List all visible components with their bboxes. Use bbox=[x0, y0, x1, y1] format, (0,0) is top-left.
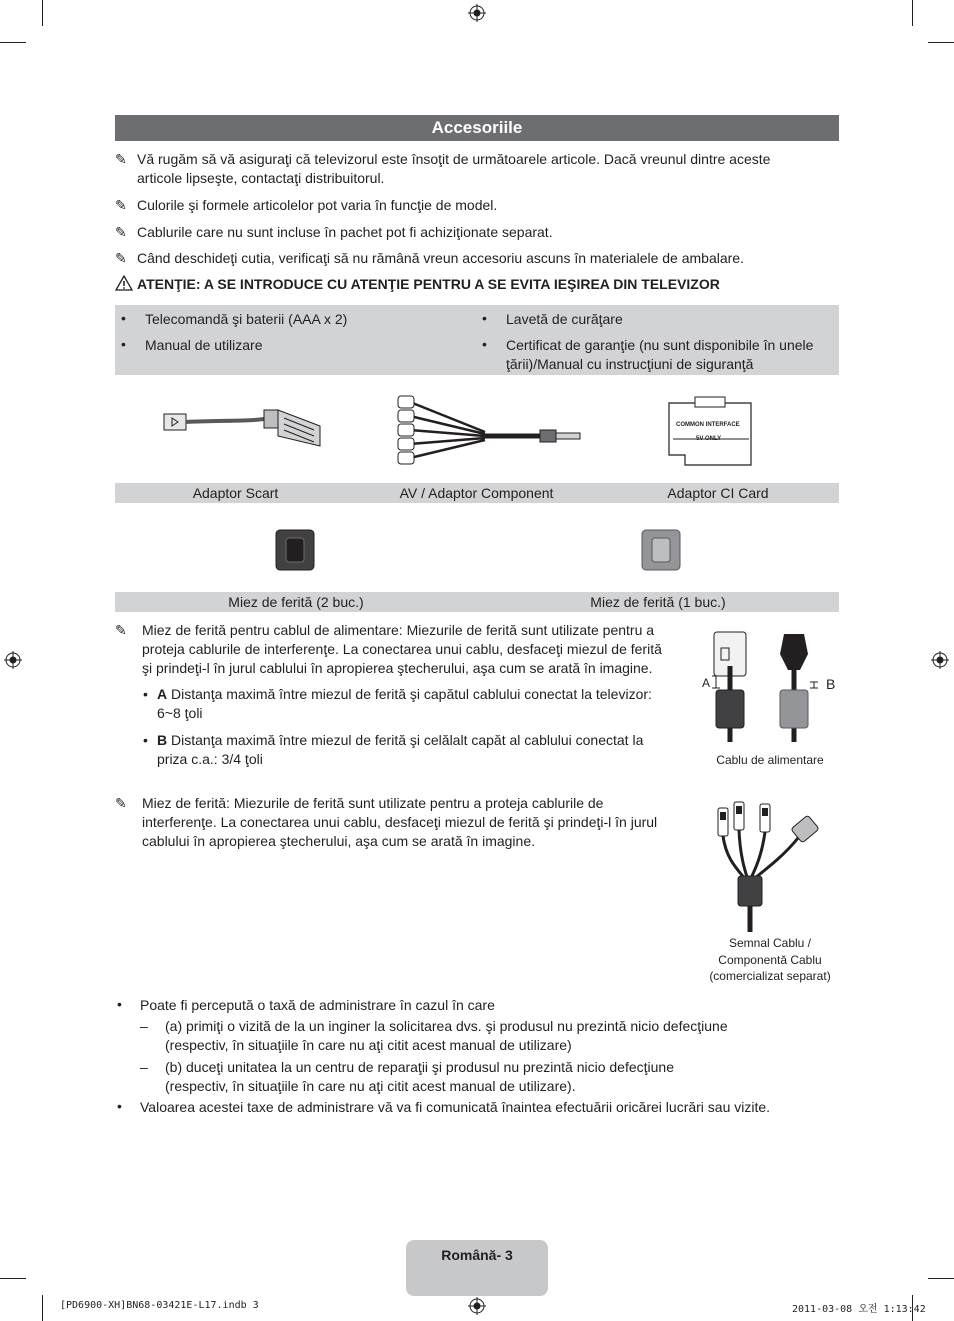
ferrite-signal-note: ✎ Miez de ferită: Miezurile de ferită sunt utilizate pentru a proteja cablurile de interferenţe. La conectarea unui cablu, desfaceţi miezul de ferită şi prindeţi-l în jurul cablului în apropierea ştecherului, aşa cum se arată în imagine. bbox=[115, 795, 658, 849]
crop-mark bbox=[42, 1295, 43, 1321]
accessory-cloth: Lavetă de curăţare bbox=[506, 311, 623, 327]
dash: – bbox=[140, 1059, 148, 1075]
signal-caption-line: (comercializat separat) bbox=[709, 969, 831, 983]
adapter-caption-bar bbox=[115, 483, 839, 503]
ci-card-adapter-icon bbox=[665, 395, 757, 469]
pencil-note-icon: ✎ bbox=[115, 622, 127, 638]
bullet: • bbox=[482, 336, 487, 352]
registration-mark-icon bbox=[468, 4, 486, 22]
note-check-items: ✎ Vă rugăm să vă asiguraţi că televizorul este însoţit de următoarele articole. Dacă vreunul dintre aceste articole lipseşte, contactaţi distribuitorul. bbox=[115, 151, 771, 186]
pencil-note-icon: ✎ bbox=[115, 151, 127, 167]
registration-mark-icon bbox=[4, 651, 22, 669]
signal-caption-line: Componentă Cablu bbox=[718, 953, 822, 967]
note-cables: ✎ Cablurile care nu sunt incluse în pachet pot fi achiziţionate separat. bbox=[115, 224, 553, 240]
label-a: A bbox=[702, 676, 711, 690]
registration-mark-icon bbox=[468, 1297, 486, 1315]
ferrite-core-dark-icon bbox=[274, 528, 316, 572]
signal-caption-line: Semnal Cablu / bbox=[728, 936, 812, 950]
av-component-adapter-icon bbox=[390, 392, 590, 474]
crop-mark bbox=[0, 42, 26, 43]
accessory-warranty: Certificat de garanţie (nu sunt disponibile în unele bbox=[506, 337, 814, 353]
pencil-note-icon: ✎ bbox=[115, 795, 127, 811]
ferrite-caption: Miez de ferită (1 buc.) bbox=[590, 594, 726, 610]
dash: – bbox=[140, 1018, 148, 1034]
bullet: • bbox=[121, 310, 126, 326]
crop-mark bbox=[928, 1278, 954, 1279]
ferrite-caption: Miez de ferită (2 buc.) bbox=[228, 594, 364, 610]
warning-icon bbox=[115, 275, 133, 291]
page-number-tab: Română- 3 bbox=[406, 1240, 548, 1296]
fee-bullet-2: Valoarea acestei taxe de administrare vă va fi comunicată înaintea efectuării oricărei lucrări sau vizite. bbox=[140, 1099, 771, 1115]
power-cable-caption: Cablu de alimentare bbox=[716, 753, 824, 767]
crop-mark bbox=[0, 1278, 26, 1279]
adapter-caption: AV / Adaptor Component bbox=[399, 485, 554, 501]
label-b: B bbox=[826, 676, 836, 692]
fee-case-b: (b) duceţi unitatea la un centru de reparaţii şi produsul nu prezintă nicio defecţiune bbox=[165, 1059, 674, 1075]
accessory-warranty-cont: ţării)/Manual cu instrucţiuni de siguranţă bbox=[506, 356, 754, 372]
bullet: • bbox=[121, 336, 126, 352]
timestamp: 2011-03-08 오전 1:13:42 bbox=[792, 1304, 926, 1315]
scart-adapter-icon bbox=[160, 400, 325, 460]
signal-cable-icon bbox=[712, 798, 828, 934]
crop-mark bbox=[912, 0, 913, 26]
registration-mark-icon bbox=[931, 651, 949, 669]
note-box: ✎ Când deschideţi cutia, verificaţi să nu rămână vreun accesoriu ascuns în materialele de ambalare. bbox=[115, 250, 744, 266]
file-info: [PD6900-XH]BN68-03421E-L17.indb 3 bbox=[60, 1300, 259, 1311]
bullet: • bbox=[482, 310, 487, 326]
crop-mark bbox=[42, 0, 43, 26]
ferrite-caption-bar bbox=[115, 592, 839, 612]
ferrite-core-gray-icon bbox=[640, 528, 682, 572]
accessory-manual: Manual de utilizare bbox=[145, 337, 263, 353]
ci-card-text: 5V ONLY bbox=[696, 436, 722, 442]
bullet: • bbox=[117, 996, 122, 1012]
power-cable-icon bbox=[700, 630, 840, 745]
fee-case-a-cont: (respectiv, în situaţiile în care nu aţi citit acest manual de utilizare) bbox=[165, 1037, 572, 1053]
fee-case-a: (a) primiţi o vizită de la un inginer la solicitarea dvs. şi produsul nu prezintă nicio defecţiune bbox=[165, 1018, 728, 1034]
pencil-note-icon: ✎ bbox=[115, 224, 127, 240]
adapter-caption: Adaptor Scart bbox=[192, 485, 279, 501]
crop-mark bbox=[928, 42, 954, 43]
fee-case-b-cont: (respectiv, în situaţiile în care nu aţi citit acest manual de utilizare). bbox=[165, 1078, 576, 1094]
accessory-remote: Telecomandă şi baterii (AAA x 2) bbox=[145, 311, 348, 327]
pencil-note-icon: ✎ bbox=[115, 250, 127, 266]
warning-line: ATENŢIE: A SE INTRODUCE CU ATENŢIE PENTRU A SE EVITA IEŞIREA DIN TELEVIZOR bbox=[115, 275, 720, 294]
fee-bullet-1: Poate fi percepută o taxă de administrare în cazul în care bbox=[140, 997, 495, 1013]
note-colors: ✎ Culorile şi formele articolelor pot varia în funcţie de model. bbox=[115, 197, 498, 213]
section-title: Accesoriile bbox=[115, 115, 839, 141]
pencil-note-icon: ✎ bbox=[115, 197, 127, 213]
adapter-caption: Adaptor CI Card bbox=[667, 485, 769, 501]
ci-card-text: COMMON INTERFACE bbox=[676, 422, 740, 428]
bullet: • bbox=[117, 1098, 122, 1114]
ferrite-power-note: ✎ Miez de ferită pentru cablul de alimentare: Miezurile de ferită sunt utilizate pentru a proteja cablurile de interferenţe. La conectarea unui cablu, desfaceţi miezul de ferită şi prindeţi-l în jurul cablului în apropierea ştecherului, aşa cum se arată în imagine. bbox=[115, 622, 662, 676]
